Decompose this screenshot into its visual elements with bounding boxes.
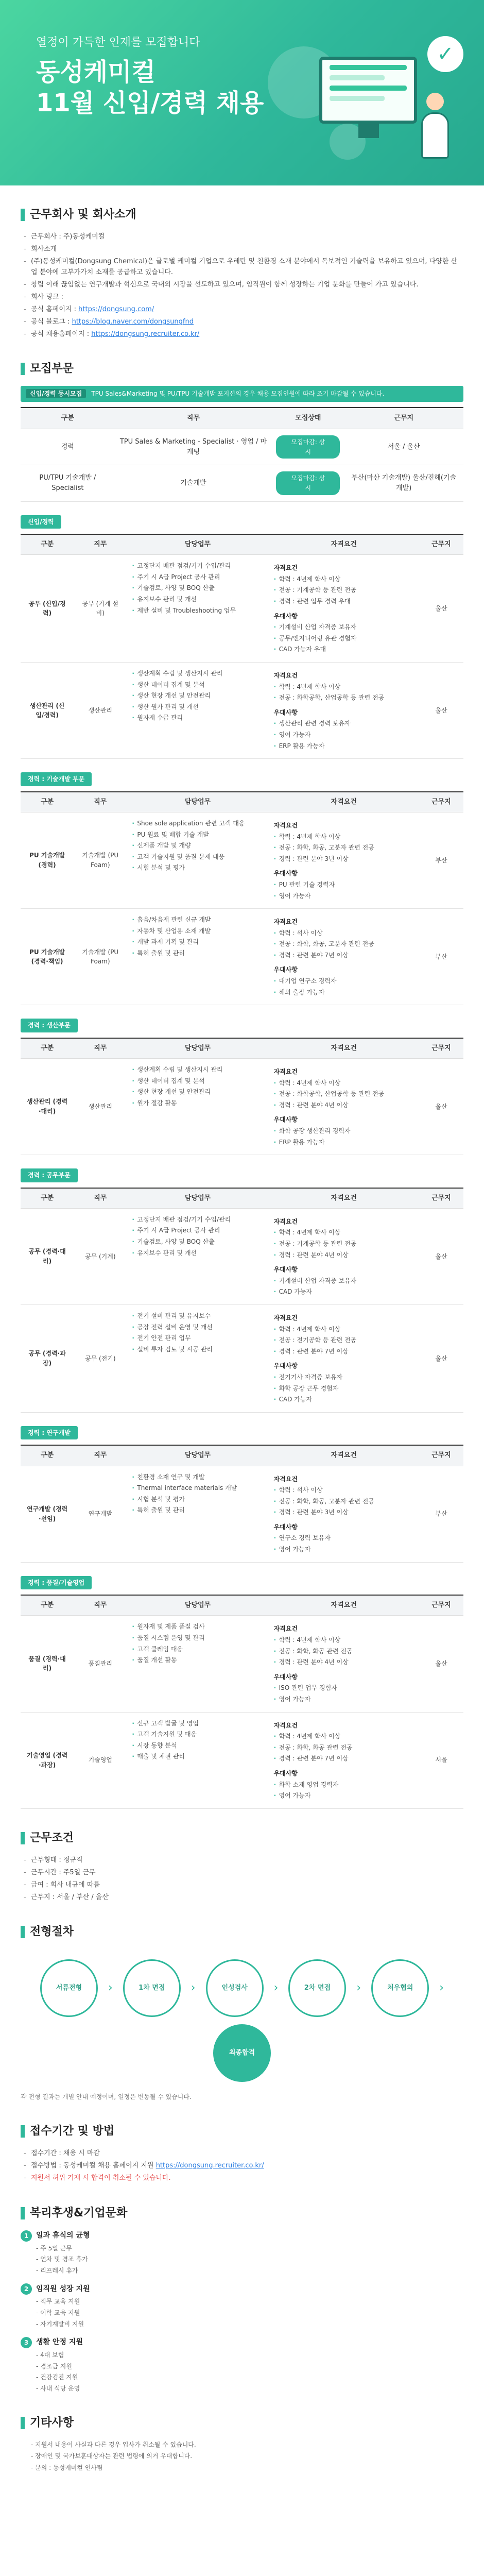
company-item: - 회사소개 [31, 244, 463, 255]
job-qualifications: 자격요건 · 학력 : 석사 이상 · 전공 : 화학, 화공, 고분자 관련 전공 · 경력 : 관련 분야 3년 이상 우대사항 · 연구소 경력 보유자 · 영어 가능자 [269, 1466, 419, 1562]
arrow-right-icon: › [439, 1981, 444, 1995]
hero-title-line1: 동성케미컬 [36, 58, 155, 87]
job-name: 기술영업 [74, 1712, 127, 1808]
requirement-item: · 학력 : 석사 이상 [274, 1485, 414, 1495]
company-item: - (주)동성케미컬(Dongsung Chemical)은 글로벌 케미컬 기업으로 우레탄 및 친환경 소재 분야에서 독보적인 기술력을 보유하고 있으며, 다양한 산업 분야에 고부가가치 소재를 공급하고 있습니다. [31, 257, 463, 277]
job-duties [127, 555, 268, 663]
job-table: 구분 직무 담당업무 자격요건 근무지 공무 (신입/경력) 공무 (기계 설비) · 고정단지 배관 점검/기기 수입/관리 · 주기 시 A급 Project 공사 관리 · 기술검토, 사양 및 BOQ 산출 · 유지보수 관리 및 개선 · 제반 설비 및 Troubleshooting 업무 자격요건 · 학력 : 4년제 학사 이상 · 전공 : 기계공학 등 관련 전공 · 경력 : 관련 업무 경력 우대 우대사항 · 기계설비 산업 자격증 보유자 · 공무/엔지니어링 유관 경험자 · CAD 가능자 우대 울산 생산관리 (신입/경력) 생산관리 · 생산계획 수립 및 생산지시 관리 · 생산 데이터 집계 및 분석 · 생산 현장 개선 및 안전관리 · 생산 원가 관리 및 개선 · 원자재 수급 관리 자격요건 · 학력 : 4년제 학사 이상 · 전공 : 화학공학, 산업공학 등 관련 전공 우대사항 · 생산관리 관련 경력 보유자 · 영어 가능자 · ERP 활용 가능자 울산 [21, 534, 463, 759]
job-type: 생산관리 (신입/경력) [21, 663, 74, 759]
group-tag: 경력 : 기술개발 부문 [21, 772, 92, 786]
hero-banner [0, 0, 484, 185]
duty-item: · 공장 전력 설비 운영 및 개선 [132, 1323, 263, 1332]
person-icon [417, 93, 453, 165]
duty-item: · 기술검토, 사양 및 BOQ 산출 [132, 583, 263, 593]
duty-item: · 고객 기술지원 및 품질 문제 대응 [132, 852, 263, 862]
requirement-item: · 경력 : 관련 분야 4년 이상 [274, 1250, 414, 1260]
requirement-item: · 학력 : 4년제 학사 이상 [274, 574, 414, 584]
company-item: - 창립 이래 끊임없는 연구개발과 혁신으로 국내외 시장을 선도하고 있으며, 임직원이 함께 성장하는 기업 문화를 만들어 가고 있습니다. [31, 280, 463, 290]
job-qualifications: 자격요건 · 학력 : 4년제 학사 이상 · 전공 : 기계공학 등 관련 전공 · 경력 : 관련 업무 경력 우대 우대사항 · 기계설비 산업 자격증 보유자 · 공무/엔지니어링 유관 경험자 · CAD 가능자 우대 [269, 555, 419, 663]
homepage-link[interactable]: https://dongsung.com/ [78, 305, 154, 313]
duty-item: · 제반 설비 및 Troubleshooting 업무 [132, 606, 263, 616]
duty-item: · 고객 기술지원 및 대응 [132, 1730, 263, 1739]
preference-item: · CAD 가능자 [274, 1287, 414, 1297]
job-table: 구분 직무 담당업무 자격요건 근무지 공무 (경력·대리) 공무 (기계) · 고정단지 배관 점검/기기 수입/관리 · 주기 시 A급 Project 공사 관리 · 기술검토, 사양 및 BOQ 산출 · 유지보수 관리 및 개선 자격요건 · 학력 : 4년제 학사 이상 · 전공 : 기계공학 등 관련 전공 · 경력 : 관련 분야 4년 이상 우대사항 · 기계설비 산업 자격증 보유자 · CAD 가능자 울산 공무 (경력·과장) 공무 (전기) · 전기 설비 관리 및 유지보수 · 공장 전력 설비 운영 및 개선 · 전기 안전 관리 업무 · 설비 투자 검토 및 시공 관리 자격요건 · 학력 : 4년제 학사 이상 · 전공 : 전기공학 등 관련 전공 · 경력 : 관련 분야 7년 이상 우대사항 · 전기기사 자격증 보유자 · 화학 공장 근무 경험자 · CAD 가능자 울산 [21, 1188, 463, 1413]
benefit-item: - 사내 식당 운영 [36, 2384, 463, 2394]
job-place: 울산 [419, 663, 463, 759]
duty-item: · 친환경 소재 연구 및 개발 [132, 1472, 263, 1482]
requirement-item: · 학력 : 4년제 학사 이상 [274, 1228, 414, 1238]
preference-item: · CAD 가능자 우대 [274, 645, 414, 654]
section-marker-icon [21, 2207, 25, 2219]
preference-item: · PU 관련 기술 경력자 [274, 880, 414, 890]
group-tag: 경력 : 품질/기술영업 [21, 1576, 92, 1590]
section-marker-icon [21, 1926, 25, 1938]
duty-item: · 원자재 수급 관리 [132, 713, 263, 723]
etc-item: - 문의 : 동성케미컬 인사팀 [31, 2463, 463, 2473]
section-marker-icon [21, 209, 25, 221]
requirement-item: · 경력 : 관련 분야 7년 이상 [274, 1754, 414, 1764]
section-marker-icon [21, 363, 25, 375]
requirement-item: · 경력 : 관련 업무 경력 우대 [274, 597, 414, 606]
benefit-item: - 주 5일 근무 [36, 2244, 463, 2253]
job-place: 울산 [419, 1616, 463, 1712]
requirement-item: · 학력 : 4년제 학사 이상 [274, 1635, 414, 1645]
job-place: 울산 [419, 1058, 463, 1155]
benefit-item: - 경조금 지원 [36, 2362, 463, 2371]
preference-item: · 영어 가능자 [274, 730, 414, 740]
company-list [21, 232, 463, 340]
duty-item: · 전기 안전 관리 업무 [132, 1333, 263, 1343]
process-steps [21, 1949, 463, 2087]
process-title: 전형절차 [30, 1925, 74, 1939]
preference-item: · 화학 공장 근무 경험자 [274, 1384, 414, 1394]
job-place: 울산 [419, 555, 463, 663]
preference-item: · 생산관리 관련 경력 보유자 [274, 719, 414, 728]
job-table: 구분 직무 담당업무 자격요건 근무지 품질 (경력·대리) 품질관리 · 원자재 및 제품 품질 검사 · 품질 시스템 운영 및 관리 · 고객 클레임 대응 · 품질 개선 활동 자격요건 · 학력 : 4년제 학사 이상 · 전공 : 화학, 화공 관련 전공 · 경력 : 관련 분야 4년 이상 우대사항 · ISO 관련 업무 경험자 · 영어 가능자 울산 기술영업 (경력·과장) 기술영업 · 신규 고객 발굴 및 영업 · 고객 기술지원 및 대응 · 시장 동향 분석 · 매출 및 채권 관리 자격요건 · 학력 : 4년제 학사 이상 · 전공 : 화학, 화공 관련 전공 · 경력 : 관련 분야 7년 이상 우대사항 · 화학 소재 영업 경력자 · 영어 가능자 서울 [21, 1595, 463, 1808]
job-qualifications: 자격요건 · 학력 : 4년제 학사 이상 · 전공 : 전기공학 등 관련 전공 · 경력 : 관련 분야 7년 이상 우대사항 · 전기기사 자격증 보유자 · 화학 공장 근무 경험자 · CAD 가능자 [269, 1305, 419, 1413]
job-type: 공무 (경력·대리) [21, 1208, 74, 1304]
job-qualifications: 자격요건 · 학력 : 4년제 학사 이상 · 전공 : 기계공학 등 관련 전공 · 경력 : 관련 분야 4년 이상 우대사항 · 기계설비 산업 자격증 보유자 · CAD 가능자 [269, 1208, 419, 1304]
duty-item: · 생산 데이터 집계 및 분석 [132, 1076, 263, 1086]
number-badge: 2 [21, 2283, 32, 2295]
job-type: 공무 (신입/경력) [21, 555, 74, 663]
duty-item: · 고객 클레임 대응 [132, 1645, 263, 1654]
preference-item: · ISO 관련 업무 경험자 [274, 1683, 414, 1693]
requirement-item: · 학력 : 4년제 학사 이상 [274, 1078, 414, 1088]
job-type: PU 기술개발 (경력·책임) [21, 909, 74, 1005]
recruit-link[interactable]: https://dongsung.recruiter.co.kr/ [91, 330, 200, 338]
duty-item: · 생산 원가 관리 및 개선 [132, 702, 263, 712]
benefit-heading: 1 일과 휴식의 균형 [21, 2230, 463, 2242]
company-link-item: - 공식 채용홈페이지 : https://dongsung.recruiter.co.kr/ [31, 329, 463, 340]
preference-item: · 화학 공장 생산관리 경력자 [274, 1126, 414, 1136]
requirement-item: · 전공 : 화학, 화공, 고분자 관련 전공 [274, 1497, 414, 1506]
process-step: 1차 면접 [123, 1959, 181, 2017]
requirement-item: · 전공 : 화학, 화공, 고분자 관련 전공 [274, 939, 414, 949]
job-duties [127, 1058, 268, 1155]
duty-item: · 유지보수 관리 및 개선 [132, 1248, 263, 1258]
requirement-item: · 전공 : 화학, 화공 관련 전공 [274, 1743, 414, 1753]
duty-item: · 생산 데이터 집계 및 분석 [132, 680, 263, 690]
duty-item: · 원자재 및 제품 품질 검사 [132, 1622, 263, 1632]
preference-item: · 화학 소재 영업 경력자 [274, 1780, 414, 1790]
benefit-item: - 4대 보험 [36, 2350, 463, 2360]
duty-item: · 생산계획 수립 및 생산지시 관리 [132, 669, 263, 679]
job-qualifications: 자격요건 · 학력 : 4년제 학사 이상 · 전공 : 화학, 화공 관련 전공 · 경력 : 관련 분야 7년 이상 우대사항 · 화학 소재 영업 경력자 · 영어 가능자 [269, 1712, 419, 1808]
duty-item: · 전기 설비 관리 및 유지보수 [132, 1311, 263, 1321]
job-table: 구분 직무 담당업무 자격요건 근무지 연구개발 (경력·선임) 연구개발 · 친환경 소재 연구 및 개발 · Thermal interface materials 개발 · 시험 분석 및 평가 · 특허 출원 및 관리 자격요건 · 학력 : 석사 이상 · 전공 : 화학, 화공, 고분자 관련 전공 · 경력 : 관련 분야 3년 이상 우대사항 · 연구소 경력 보유자 · 영어 가능자 부산 [21, 1445, 463, 1562]
preference-item: · 연구소 경력 보유자 [274, 1533, 414, 1543]
section-marker-icon [21, 1832, 25, 1844]
apply-title: 접수기간 및 방법 [30, 2125, 115, 2138]
job-duties [127, 663, 268, 759]
job-type: 공무 (경력·과장) [21, 1305, 74, 1413]
etc-item: - 장애인 및 국가보훈대상자는 관련 법령에 의거 우대합니다. [31, 2451, 463, 2461]
benefit-heading: 2 임직원 성장 지원 [21, 2283, 463, 2295]
duty-item: · 고정단지 배관 점검/기기 수입/관리 [132, 1215, 263, 1225]
job-name: 기술개발 (PU Foam) [74, 909, 127, 1005]
company-link-item: - 공식 블로그 : https://blog.naver.com/dongsungfnd [31, 317, 463, 327]
job-place: 부산 [419, 909, 463, 1005]
table-row: 경력 TPU Sales & Marketing - Specialist · 영업 / 마케팅 모집마감: 상시 서울 / 울산 [21, 429, 463, 465]
job-place: 울산 [419, 1305, 463, 1413]
preference-item: · 해외 출장 가능자 [274, 988, 414, 997]
group-tag: 경력 : 생산부문 [21, 1019, 78, 1032]
benefit-item: - 건강검진 지원 [36, 2372, 463, 2382]
arrow-right-icon: › [108, 1981, 113, 1995]
etc-title: 기타사항 [30, 2416, 74, 2429]
job-groups [21, 502, 463, 1809]
company-links: - 회사 링크 : [31, 292, 463, 302]
apply-link[interactable]: https://dongsung.recruiter.co.kr/ [155, 2162, 264, 2170]
group-tag: 경력 : 공무부문 [21, 1168, 78, 1182]
preference-item: · 영어 가능자 [274, 1791, 414, 1801]
table-row [21, 1305, 463, 1413]
benefit-item: - 자기계발비 지원 [36, 2319, 463, 2329]
preference-item: · 전기기사 자격증 보유자 [274, 1372, 414, 1382]
process-note: 각 전형 결과는 개별 안내 예정이며, 일정은 변동될 수 있습니다. [21, 2093, 192, 2101]
section-marker-icon [21, 2125, 25, 2138]
job-place: 서울 [419, 1712, 463, 1808]
summary-table: 구분 직무 모집상태 근무지 경력 TPU Sales & Marketing - Specialist · 영업 / 마케팅 모집마감: 상시 서울 / 울산 PU/TPU 기술개발 / Specialist 기술개발 모집마감: 상시 부산(마산 기술개발) 울산/진해(기술개발) [21, 407, 463, 502]
duty-item: · Shoe sole application 관련 고객 대응 [132, 819, 263, 828]
requirement-item: · 경력 : 관련 분야 3년 이상 [274, 1507, 414, 1517]
duty-item: · 유지보수 관리 및 개선 [132, 595, 263, 604]
job-name: 공무 (기계) [74, 1208, 127, 1304]
requirement-item: · 전공 : 화학공학, 산업공학 등 관련 전공 [274, 1089, 414, 1099]
process-step: 처우협의 [371, 1959, 429, 2017]
job-qualifications: 자격요건 · 학력 : 4년제 학사 이상 · 전공 : 화학, 화공, 고분자 관련 전공 · 경력 : 관련 분야 3년 이상 우대사항 · PU 관련 기술 경력자 · 영어 가능자 [269, 812, 419, 908]
etc-item: - 지원서 내용이 사실과 다른 경우 입사가 취소될 수 있습니다. [31, 2440, 463, 2450]
benefit-heading: 3 생활 안정 지원 [21, 2337, 463, 2348]
etc-section [21, 2414, 463, 2473]
arrow-right-icon: › [273, 1981, 279, 1995]
table-row [21, 663, 463, 759]
duty-item: · 고정단지 배관 점검/기기 수입/관리 [132, 561, 263, 571]
group-tag: 경력 : 연구개발 [21, 1426, 78, 1440]
job-duties [127, 1616, 268, 1712]
table-row [21, 555, 463, 663]
job-duties [127, 1305, 268, 1413]
job-table: 구분 직무 담당업무 자격요건 근무지 생산관리 (경력·대리) 생산관리 · 생산계획 수립 및 생산지시 관리 · 생산 데이터 집계 및 분석 · 생산 현장 개선 및 안전관리 · 원가 절감 활동 자격요건 · 학력 : 4년제 학사 이상 · 전공 : 화학공학, 산업공학 등 관련 전공 · 경력 : 관련 분야 4년 이상 우대사항 · 화학 공장 생산관리 경력자 · ERP 활용 가능자 울산 [21, 1038, 463, 1155]
benefit-item: - 어학 교육 지원 [36, 2308, 463, 2318]
hero-illustration [268, 36, 463, 170]
blog-link[interactable]: https://blog.naver.com/dongsungfnd [72, 318, 194, 326]
hero-title-line2: 11월 신입/경력 채용 [36, 89, 264, 118]
duty-item: · 생산 현장 개선 및 안전관리 [132, 1087, 263, 1097]
duty-item: · 설비 투자 검토 및 시공 관리 [132, 1345, 263, 1354]
requirement-item: · 전공 : 화학공학, 산업공학 등 관련 전공 [274, 693, 414, 703]
requirement-item: · 학력 : 4년제 학사 이상 [274, 682, 414, 692]
job-qualifications: 자격요건 · 학력 : 4년제 학사 이상 · 전공 : 화학, 화공 관련 전공 · 경력 : 관련 분야 4년 이상 우대사항 · ISO 관련 업무 경험자 · 영어 가능자 [269, 1616, 419, 1712]
section-marker-icon [21, 2417, 25, 2429]
preference-item: · CAD 가능자 [274, 1395, 414, 1404]
duty-item: · 특허 출원 및 관리 [132, 1505, 263, 1515]
company-section [21, 206, 463, 340]
requirement-item: · 전공 : 기계공학 등 관련 전공 [274, 585, 414, 595]
job-duties [127, 909, 268, 1005]
requirement-item: · 학력 : 석사 이상 [274, 928, 414, 938]
benefits-title: 복리후생&기업문화 [30, 2206, 128, 2219]
company-link-item: - 공식 홈페이지 : https://dongsung.com/ [31, 304, 463, 315]
duty-item: · 시험 분석 및 평가 [132, 863, 263, 873]
duty-item: · Thermal interface materials 개발 [132, 1483, 263, 1493]
duty-item: · 주기 시 A급 Project 공사 관리 [132, 572, 263, 582]
job-name: 생산관리 [74, 1058, 127, 1155]
preference-item: · 공무/엔지니어링 유관 경험자 [274, 634, 414, 643]
group-tag: 신입/경력 [21, 515, 61, 529]
status-badge: 모집마감: 상시 [276, 471, 340, 495]
check-icon: ✓ [427, 36, 463, 72]
company-title: 근무회사 및 회사소개 [30, 208, 136, 221]
process-section [21, 1923, 463, 2102]
duty-item: · PU 원료 및 배합 기술 개발 [132, 830, 263, 840]
job-place: 울산 [419, 1208, 463, 1304]
summary-title: 모집부문 [30, 362, 74, 376]
duty-item: · 품질 개선 활동 [132, 1655, 263, 1665]
table-row [21, 812, 463, 908]
duty-item: · 원가 절감 활동 [132, 1098, 263, 1108]
requirement-item: · 경력 : 관련 분야 7년 이상 [274, 951, 414, 960]
duty-item: · 매출 및 채권 관리 [132, 1752, 263, 1761]
table-row [21, 1712, 463, 1808]
requirement-item: · 학력 : 4년제 학사 이상 [274, 832, 414, 842]
job-name: 기술개발 (PU Foam) [74, 812, 127, 908]
number-badge: 3 [21, 2337, 32, 2348]
preference-item: · ERP 활용 가능자 [274, 741, 414, 751]
preference-item: · 기계설비 산업 자격증 보유자 [274, 1276, 414, 1286]
preference-item: · 영어 가능자 [274, 1694, 414, 1704]
table-row [21, 1466, 463, 1562]
condition-item: - 근무지 : 서울 / 부산 / 울산 [31, 1892, 463, 1903]
duty-item: · 신제품 개발 및 개량 [132, 841, 263, 851]
job-type: 생산관리 (경력·대리) [21, 1058, 74, 1155]
preference-item: · 대기업 연구소 경력자 [274, 976, 414, 986]
table-row: PU/TPU 기술개발 / Specialist 기술개발 모집마감: 상시 부산(마산 기술개발) 울산/진해(기술개발) [21, 465, 463, 501]
hero-eyebrow: 열정이 가득한 인재를 모집합니다 [36, 36, 200, 49]
number-badge: 1 [21, 2230, 32, 2242]
summary-note: 신입/경력 동시모집 TPU Sales&Marketing 및 PU/TPU 기술개발 포지션의 경우 채용 모집인원에 따라 조기 마감될 수 있습니다. [21, 386, 463, 402]
conditions-section [21, 1829, 463, 1903]
condition-item: - 근무형태 : 정규직 [31, 1855, 463, 1866]
job-qualifications: 자격요건 · 학력 : 4년제 학사 이상 · 전공 : 화학공학, 산업공학 등 관련 전공 · 경력 : 관련 분야 4년 이상 우대사항 · 화학 공장 생산관리 경력자 · ERP 활용 가능자 [269, 1058, 419, 1155]
job-duties [127, 1712, 268, 1808]
job-qualifications: 자격요건 · 학력 : 4년제 학사 이상 · 전공 : 화학공학, 산업공학 등 관련 전공 우대사항 · 생산관리 관련 경력 보유자 · 영어 가능자 · ERP 활용 가능자 [269, 663, 419, 759]
job-type: 연구개발 (경력·선임) [21, 1466, 74, 1562]
arrow-right-icon: › [191, 1981, 196, 1995]
job-duties [127, 1208, 268, 1304]
duty-item: · 주기 시 A급 Project 공사 관리 [132, 1226, 263, 1235]
duty-item: · 생산 현장 개선 및 안전관리 [132, 691, 263, 701]
duty-item: · 특허 출원 및 관리 [132, 948, 263, 958]
job-type: 품질 (경력·대리) [21, 1616, 74, 1712]
benefit-item: - 리프레시 휴가 [36, 2266, 463, 2276]
process-step: 서류전형 [40, 1959, 98, 2017]
preference-item: · 기계설비 산업 자격증 보유자 [274, 622, 414, 632]
recruit-summary-section [21, 360, 463, 501]
table-row [21, 1208, 463, 1304]
requirement-item: · 전공 : 화학, 화공 관련 전공 [274, 1647, 414, 1656]
duty-item: · 기술검토, 사양 및 BOQ 산출 [132, 1237, 263, 1247]
condition-item: - 급여 : 회사 내규에 따름 [31, 1880, 463, 1890]
job-name: 생산관리 [74, 663, 127, 759]
duty-item: · 시장 동향 분석 [132, 1741, 263, 1751]
requirement-item: · 전공 : 전기공학 등 관련 전공 [274, 1335, 414, 1345]
apply-section [21, 2123, 463, 2184]
job-qualifications: 자격요건 · 학력 : 석사 이상 · 전공 : 화학, 화공, 고분자 관련 전공 · 경력 : 관련 분야 7년 이상 우대사항 · 대기업 연구소 경력자 · 해외 출장 가능자 [269, 909, 419, 1005]
requirement-item: · 경력 : 관련 분야 3년 이상 [274, 854, 414, 864]
job-name: 품질관리 [74, 1616, 127, 1712]
benefit-item: - 직무 교육 지원 [36, 2297, 463, 2307]
arrow-right-icon: › [356, 1981, 361, 1995]
table-row [21, 1058, 463, 1155]
duty-item: · 자동차 및 산업용 소재 개발 [132, 926, 263, 936]
job-name: 공무 (기계 설비) [74, 555, 127, 663]
apply-note: - 지원서 허위 기재 시 합격이 취소될 수 있습니다. [31, 2173, 463, 2183]
benefit-item: - 연차 및 경조 휴가 [36, 2255, 463, 2264]
requirement-item: · 경력 : 관련 분야 4년 이상 [274, 1657, 414, 1667]
job-table: 구분 직무 담당업무 자격요건 근무지 PU 기술개발 (경력) 기술개발 (PU Foam) · Shoe sole application 관련 고객 대응 · PU 원료 및 배합 기술 개발 · 신제품 개발 및 개량 · 고객 기술지원 및 품질 문제 대응 · 시험 분석 및 평가 자격요건 · 학력 : 4년제 학사 이상 · 전공 : 화학, 화공, 고분자 관련 전공 · 경력 : 관련 분야 3년 이상 우대사항 · PU 관련 기술 경력자 · 영어 가능자 부산 PU 기술개발 (경력·책임) 기술개발 (PU Foam) · 흡음/차음재 관련 신규 개발 · 자동차 및 산업용 소재 개발 · 개발 과제 기획 및 관리 · 특허 출원 및 관리 자격요건 · 학력 : 석사 이상 · 전공 : 화학, 화공, 고분자 관련 전공 · 경력 : 관련 분야 7년 이상 우대사항 · 대기업 연구소 경력자 · 해외 출장 가능자 부산 [21, 791, 463, 1005]
job-name: 공무 (전기) [74, 1305, 127, 1413]
apply-period: - 접수기간 : 채용 시 마감 [31, 2148, 463, 2159]
process-step: 2차 면접 [288, 1959, 346, 2017]
job-name: 연구개발 [74, 1466, 127, 1562]
duty-item: · 신규 고객 발굴 및 영업 [132, 1719, 263, 1728]
job-duties [127, 812, 268, 908]
benefit-list [21, 2230, 463, 2394]
requirement-item: · 학력 : 4년제 학사 이상 [274, 1325, 414, 1334]
preference-item: · 영어 가능자 [274, 1545, 414, 1554]
job-duties [127, 1466, 268, 1562]
duty-item: · 생산계획 수립 및 생산지시 관리 [132, 1065, 263, 1075]
monitor-icon [319, 57, 417, 124]
job-place: 부산 [419, 1466, 463, 1562]
apply-method: - 접수방법 : 동성케미컬 채용 홈페이지 지원 https://dongsung.recruiter.co.kr/ [31, 2161, 463, 2171]
company-item: - 근무회사 : 주)동성케미컬 [31, 232, 463, 242]
requirement-item: · 경력 : 관련 분야 7년 이상 [274, 1347, 414, 1357]
duty-item: · 품질 시스템 운영 및 관리 [132, 1633, 263, 1643]
table-row [21, 1616, 463, 1712]
requirement-item: · 전공 : 화학, 화공, 고분자 관련 전공 [274, 843, 414, 853]
preference-item: · ERP 활용 가능자 [274, 1138, 414, 1147]
benefits-section [21, 2205, 463, 2394]
condition-item: - 근무시간 : 주5일 근무 [31, 1868, 463, 1878]
conditions-title: 근무조건 [30, 1831, 74, 1844]
requirement-item: · 경력 : 관련 분야 4년 이상 [274, 1100, 414, 1110]
table-row [21, 909, 463, 1005]
duty-item: · 개발 과제 기획 및 관리 [132, 937, 263, 947]
status-badge: 모집마감: 상시 [276, 435, 340, 459]
requirement-item: · 학력 : 4년제 학사 이상 [274, 1732, 414, 1741]
duty-item: · 흡음/차음재 관련 신규 개발 [132, 915, 263, 925]
duty-item: · 시험 분석 및 평가 [132, 1495, 263, 1504]
job-place: 부산 [419, 812, 463, 908]
job-type: PU 기술개발 (경력) [21, 812, 74, 908]
requirement-item: · 전공 : 기계공학 등 관련 전공 [274, 1239, 414, 1249]
process-step: 인성검사 [206, 1959, 264, 2017]
preference-item: · 영어 가능자 [274, 891, 414, 901]
job-type: 기술영업 (경력·과장) [21, 1712, 74, 1808]
process-step-final: 최종합격 [213, 2024, 271, 2082]
